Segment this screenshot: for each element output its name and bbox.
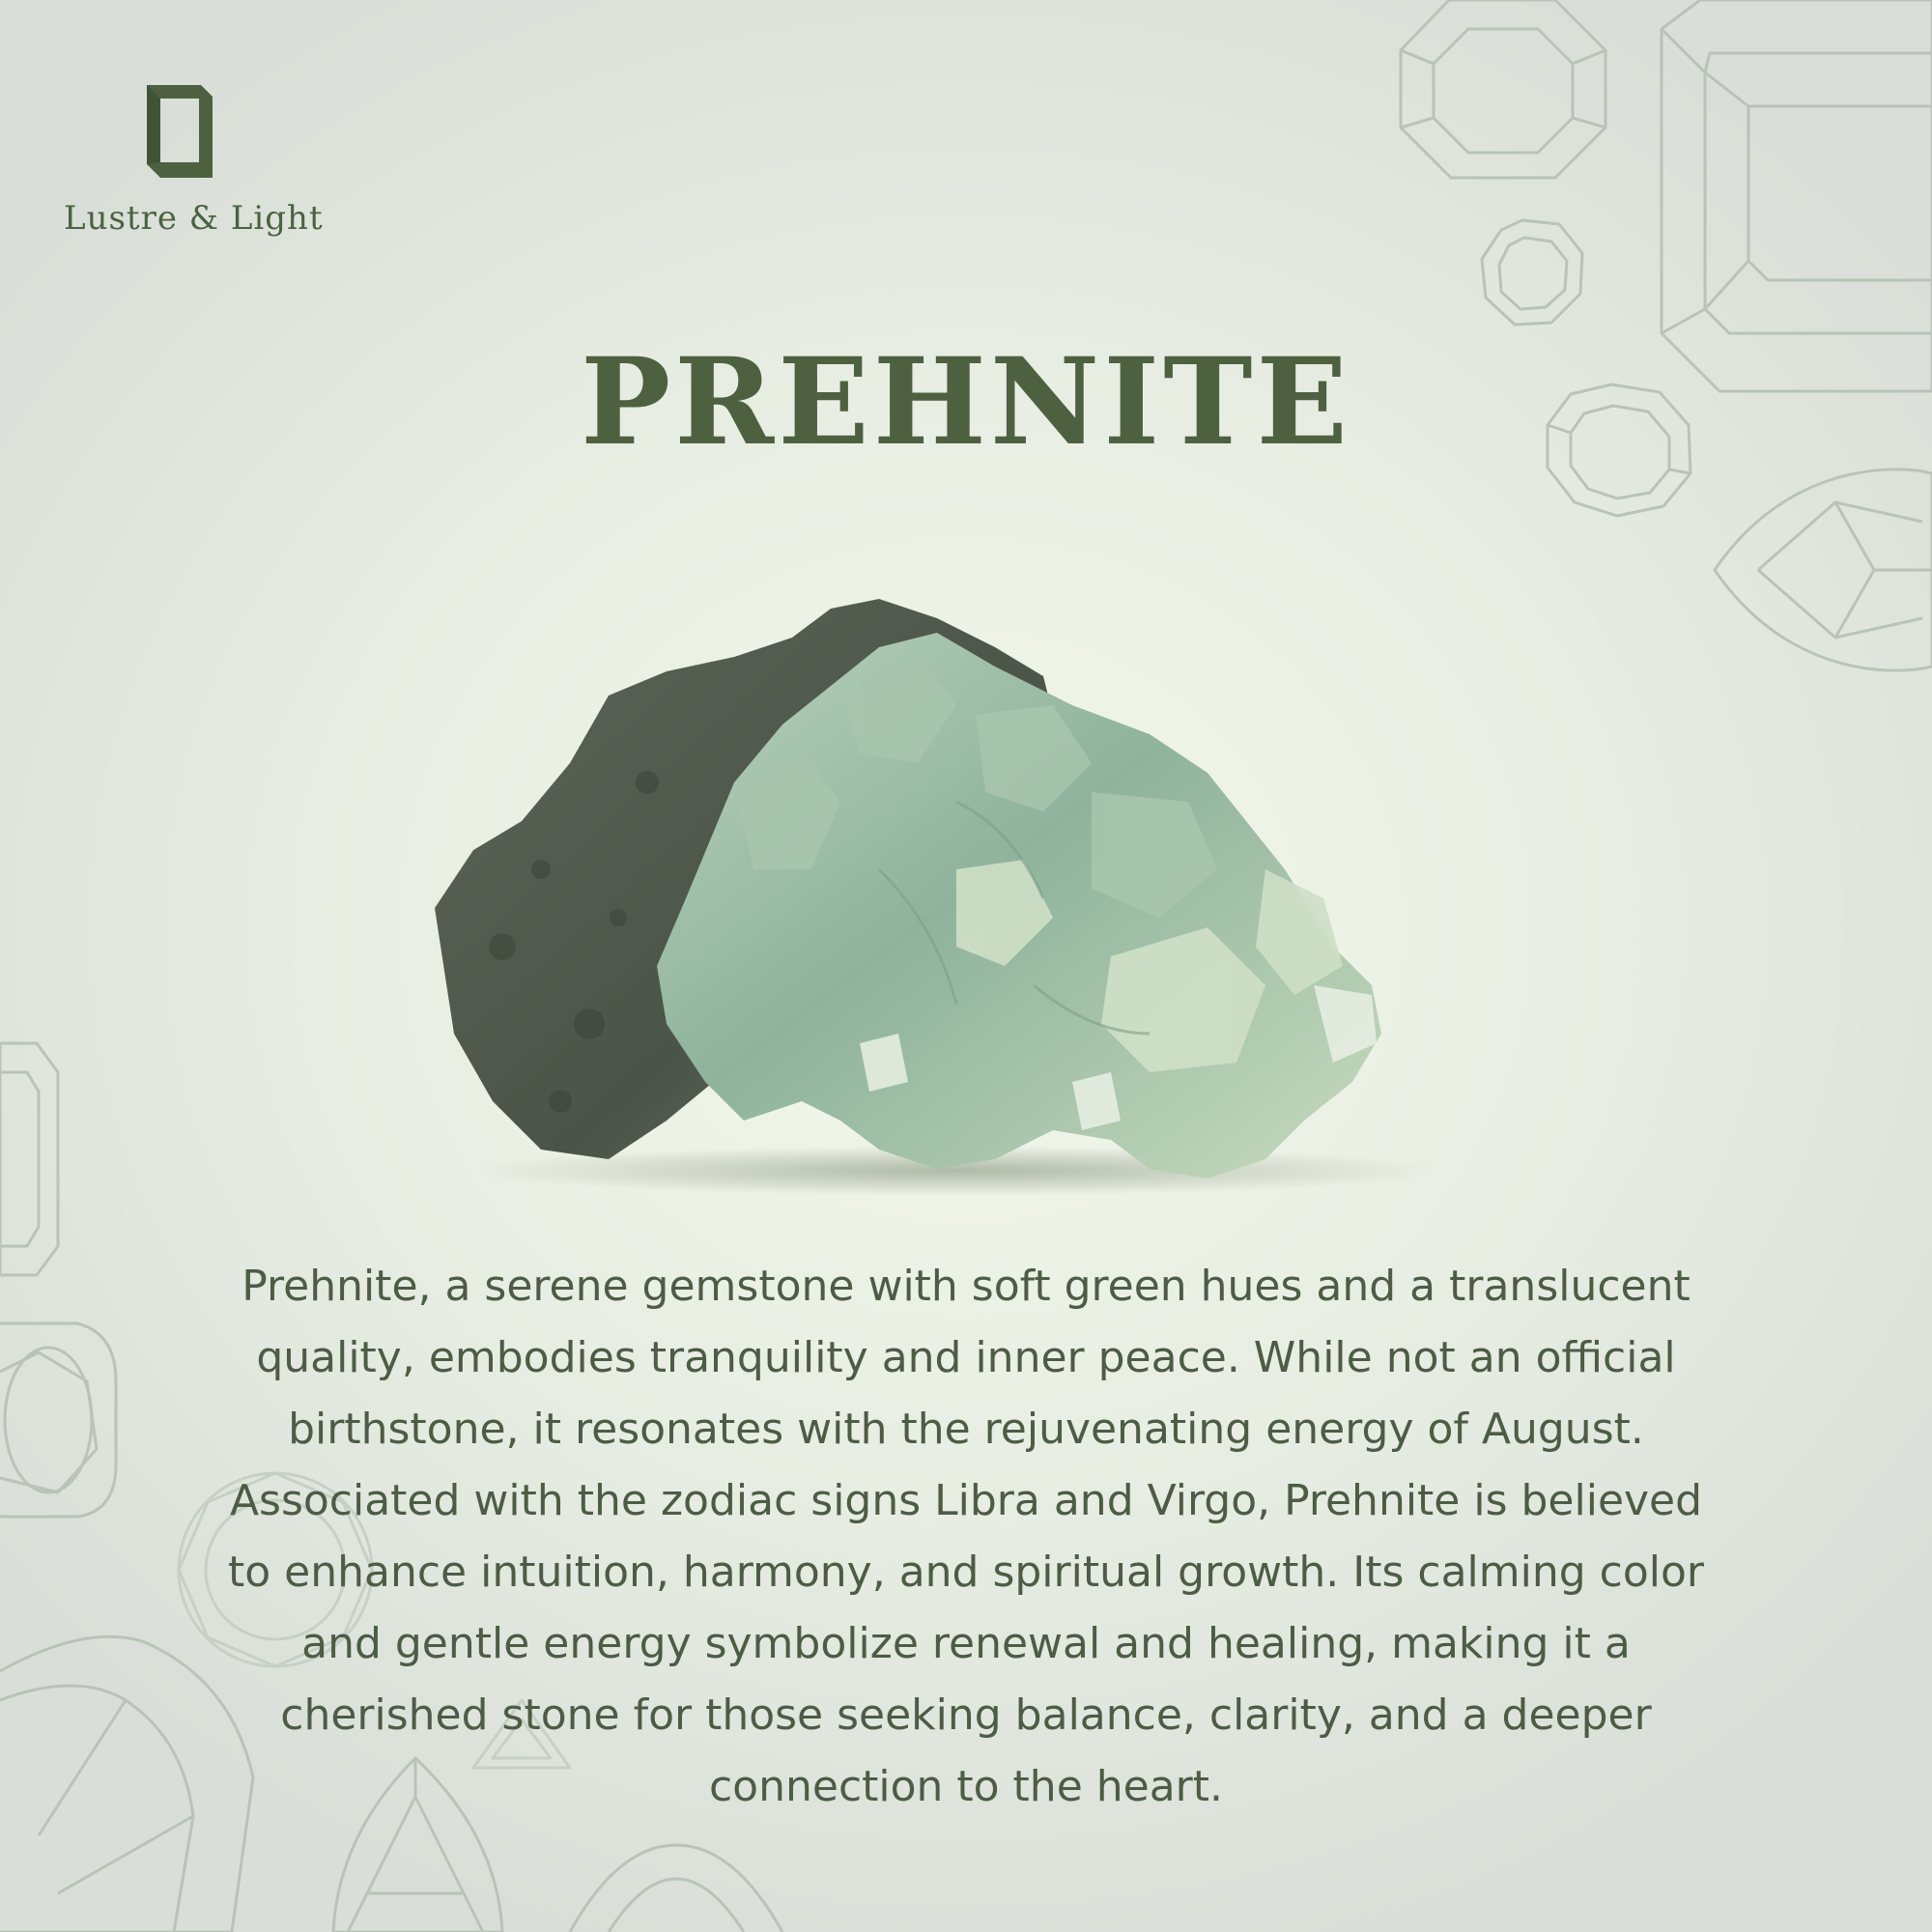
description-line: birthstone, it resonates with the rejuvenating energy of August. <box>288 1405 1644 1454</box>
brand-logo[interactable] <box>64 81 324 238</box>
oval-gem-outline-bottom-icon <box>570 1845 782 1932</box>
description-line: to enhance intuition, harmony, and spiritual growth. Its calming color <box>228 1548 1704 1597</box>
page-title: PREHNITE <box>580 332 1352 472</box>
baguette-gem-outline-left-icon <box>0 1043 58 1275</box>
cushion-gem-outline-left-icon <box>0 1323 116 1517</box>
gemstone-description <box>145 1251 1787 1823</box>
brand-monogram-icon <box>143 81 216 185</box>
octagon-gem-outline-icon <box>1401 0 1605 178</box>
brand-name: Lustre & Light <box>64 199 324 238</box>
emerald-cut-gem-outline-icon <box>1662 0 1932 391</box>
marquise-gem-outline-icon <box>1715 469 1932 670</box>
description-line: connection to the heart. <box>708 1762 1224 1811</box>
description-line: and gentle energy symbolize renewal and healing, making it a <box>301 1619 1631 1668</box>
round-gem-outline-small-icon <box>1482 220 1582 325</box>
description-line: Prehnite, a serene gemstone with soft green hues and a translucent <box>242 1262 1690 1311</box>
description-line: quality, embodies tranquility and inner peace. While not an official <box>256 1333 1676 1382</box>
description-line: Associated with the zodiac signs Libra and Virgo, Prehnite is believed <box>229 1476 1703 1525</box>
description-line: cherished stone for those seeking balance, clarity, and a deeper <box>280 1690 1652 1740</box>
prehnite-specimen-image <box>415 580 1526 1217</box>
